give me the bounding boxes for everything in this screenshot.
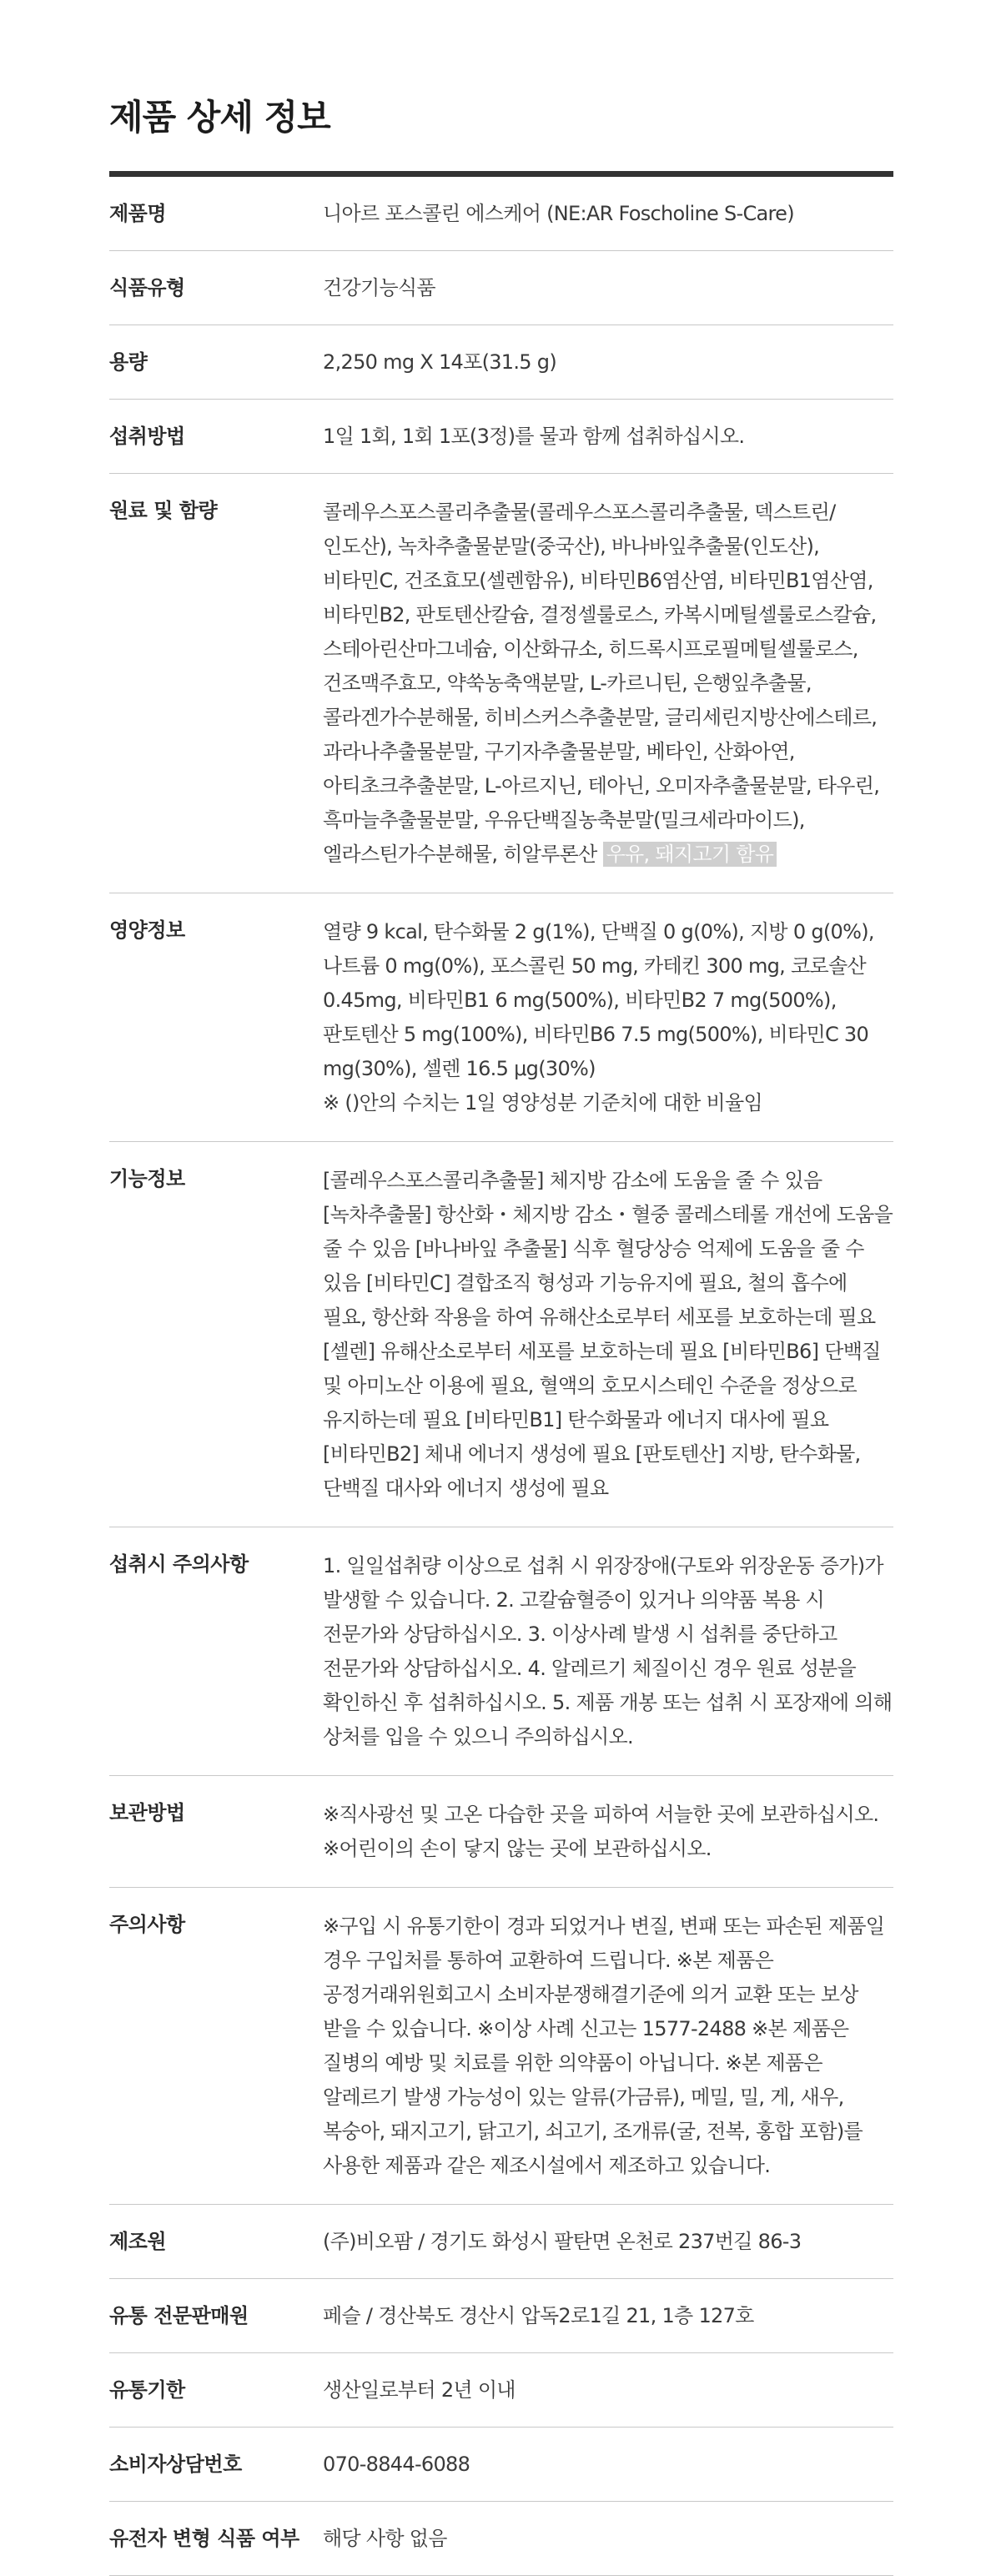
row-food-type <box>109 251 893 325</box>
row-value: ※직사광선 및 고온 다습한 곳을 피하여 서늘한 곳에 보관하십시오. ※어린이의 손이 닿지 않는 곳에 보관하십시오. <box>323 1803 879 1860</box>
row-label: 주의사항 <box>109 1913 185 1936</box>
row-intake-method <box>109 400 893 474</box>
row-label: 기능정보 <box>109 1167 185 1190</box>
nutrition-note: ※ ()안의 수치는 1일 영양성분 기준치에 대한 비율임 <box>323 1091 763 1114</box>
row-product-name <box>109 177 893 251</box>
row-label: 제품명 <box>109 202 167 225</box>
row-value <box>323 915 893 1120</box>
row-value: 1. 일일섭취량 이상으로 섭취 시 위장장애(구토와 위장운동 증가)가 발생할 수 있습니다. 2. 고칼슘혈증이 있거나 의약품 복용 시 전문가와 상담하십시오. 3. 이상사례 발생 시 섭취를 중단하고 전문가와 상담하십시오. 4. 알레르기 체질이신 경우 원료 성분을 확인하신 후 섭취하십시오. 5. 제품 개봉 또는 섭취 시 포장재에 의해 상처를 입을 수 있으니 주의하십시오. <box>323 1554 893 1748</box>
row-value: 니아르 포스콜린 에스케어 (NE:AR Foscholine S-Care) <box>323 202 794 225</box>
row-label: 식품유형 <box>109 276 185 299</box>
row-label: 섭취시 주의사항 <box>109 1552 249 1576</box>
row-value: 생산일로부터 2년 이내 <box>323 2378 516 2402</box>
row-label: 영양정보 <box>109 918 185 942</box>
row-label: 유통 전문판매원 <box>109 2304 249 2327</box>
title-divider <box>109 171 893 177</box>
row-ingredients <box>109 474 893 893</box>
row-value: 해당 사항 없음 <box>323 2527 447 2550</box>
row-value: 2,250 mg X 14포(31.5 g) <box>323 350 556 374</box>
row-manufacturer <box>109 2205 893 2279</box>
row-precautions <box>109 1888 893 2205</box>
page-title: 제품 상세 정보 <box>109 97 330 138</box>
product-info-table <box>109 177 893 2576</box>
row-function <box>109 1142 893 1527</box>
row-distributor <box>109 2279 893 2353</box>
row-label: 보관방법 <box>109 1801 185 1824</box>
row-consumer-hotline <box>109 2428 893 2502</box>
row-expiry <box>109 2353 893 2428</box>
row-intake-cautions <box>109 1527 893 1776</box>
row-capacity <box>109 325 893 400</box>
row-value <box>323 496 893 872</box>
row-gmo <box>109 2502 893 2576</box>
row-value: (주)비오팜 / 경기도 화성시 팔탄면 온천로 237번길 86-3 <box>323 2230 802 2253</box>
row-label: 제조원 <box>109 2230 167 2253</box>
row-label: 원료 및 함량 <box>109 499 218 522</box>
row-label: 유통기한 <box>109 2378 185 2402</box>
row-value: 페슬 / 경산북도 경산시 압독2로1길 21, 1층 127호 <box>323 2304 754 2327</box>
ingredients-text: 콜레우스포스콜리추출물(콜레우스포스콜리추출물, 덱스트린/인도산), 녹차추출물분말(중국산), 바나바잎추출물(인도산), 비타민C, 건조효모(셀렌함유), 비타민B6염산염, 비타민B1염산염, 비타민B2, 판토텐산칼슘, 결정셀룰로스, 카복시메틸셀룰로스칼슘, 스테아린산마그네슘, 이산화규소, 히드록시프로필메틸셀룰로스, 건조맥주효모, 약쑥농축액분말, L-카르니틴, 은행잎추출물, 콜라겐가수분해물, 히비스커스추출분말, 글리세린지방산에스테르, 과라나추출물분말, 구기자추출물분말, 베타인, 산화아연, 아티초크추출분말, L-아르지닌, 테아닌, 오미자추출물분말, 타우린, 흑마늘추출물분말, 우유단백질농축분말(밀크세라마이드), 엘라스틴가수분해물, 히알루론산 <box>323 501 880 866</box>
row-label: 용량 <box>109 350 148 374</box>
row-storage <box>109 1776 893 1888</box>
row-value: 070-8844-6088 <box>323 2453 470 2476</box>
row-label: 유전자 변형 식품 여부 <box>109 2527 299 2550</box>
row-value: 1일 1회, 1회 1포(3정)를 물과 함께 섭취하십시오. <box>323 425 745 448</box>
row-nutrition <box>109 893 893 1142</box>
row-value: 건강기능식품 <box>323 276 435 299</box>
allergen-highlight-badge: 우유, 돼지고기 함유 <box>603 842 777 867</box>
row-value: ※구입 시 유통기한이 경과 되었거나 변질, 변패 또는 파손된 제품일 경우 구입처를 통하여 교환하여 드립니다. ※본 제품은 공정거래위원회고시 소비자분쟁해결기준에 의거 교환 또는 보상 받을 수 있습니다. ※이상 사례 신고는 1577-2488 ※본 제품은 질병의 예방 및 치료를 위한 의약품이 아닙니다. ※본 제품은 알레르기 발생 가능성이 있는 알류(가금류), 메밀, 밀, 게, 새우, 복숭아, 돼지고기, 닭고기, 쇠고기, 조개류(굴, 전복, 홍합 포함)를 사용한 제품과 같은 제조시설에서 제조하고 있습니다. <box>323 1914 885 2177</box>
row-label: 섭취방법 <box>109 425 185 448</box>
row-label: 소비자상담번호 <box>109 2453 242 2476</box>
row-value: [콜레우스포스콜리추출물] 체지방 감소에 도움을 줄 수 있음 [녹차추출물] 항산화・체지방 감소・혈중 콜레스테롤 개선에 도움을 줄 수 있음 [바나바잎 추출물] 식후 혈당상승 억제에 도움을 줄 수 있음 [비타민C] 결합조직 형성과 기능유지에 필요, 철의 흡수에 필요, 항산화 작용을 하여 유해산소로부터 세포를 보호하는데 필요 [셀렌] 유해산소로부터 세포를 보호하는데 필요 [비타민B6] 단백질 및 아미노산 이용에 필요, 혈액의 호모시스테인 수준을 정상으로 유지하는데 필요 [비타민B1] 탄수화물과 에너지 대사에 필요 [비타민B2] 체내 에너지 생성에 필요 [판토텐산] 지방, 탄수화물, 단백질 대사와 에너지 생성에 필요 <box>323 1169 893 1500</box>
nutrition-text: 열량 9 kcal, 탄수화물 2 g(1%), 단백질 0 g(0%), 지방 0 g(0%), 나트륨 0 mg(0%), 포스콜린 50 mg, 카테킨 300 mg, 코로솔산 0.45mg, 비타민B1 6 mg(500%), 비타민B2 7 mg(500%), 판토텐산 5 mg(100%), 비타민B6 7.5 mg(500%), 비타민C 30 mg(30%), 셀렌 16.5 μg(30%) <box>323 920 874 1080</box>
